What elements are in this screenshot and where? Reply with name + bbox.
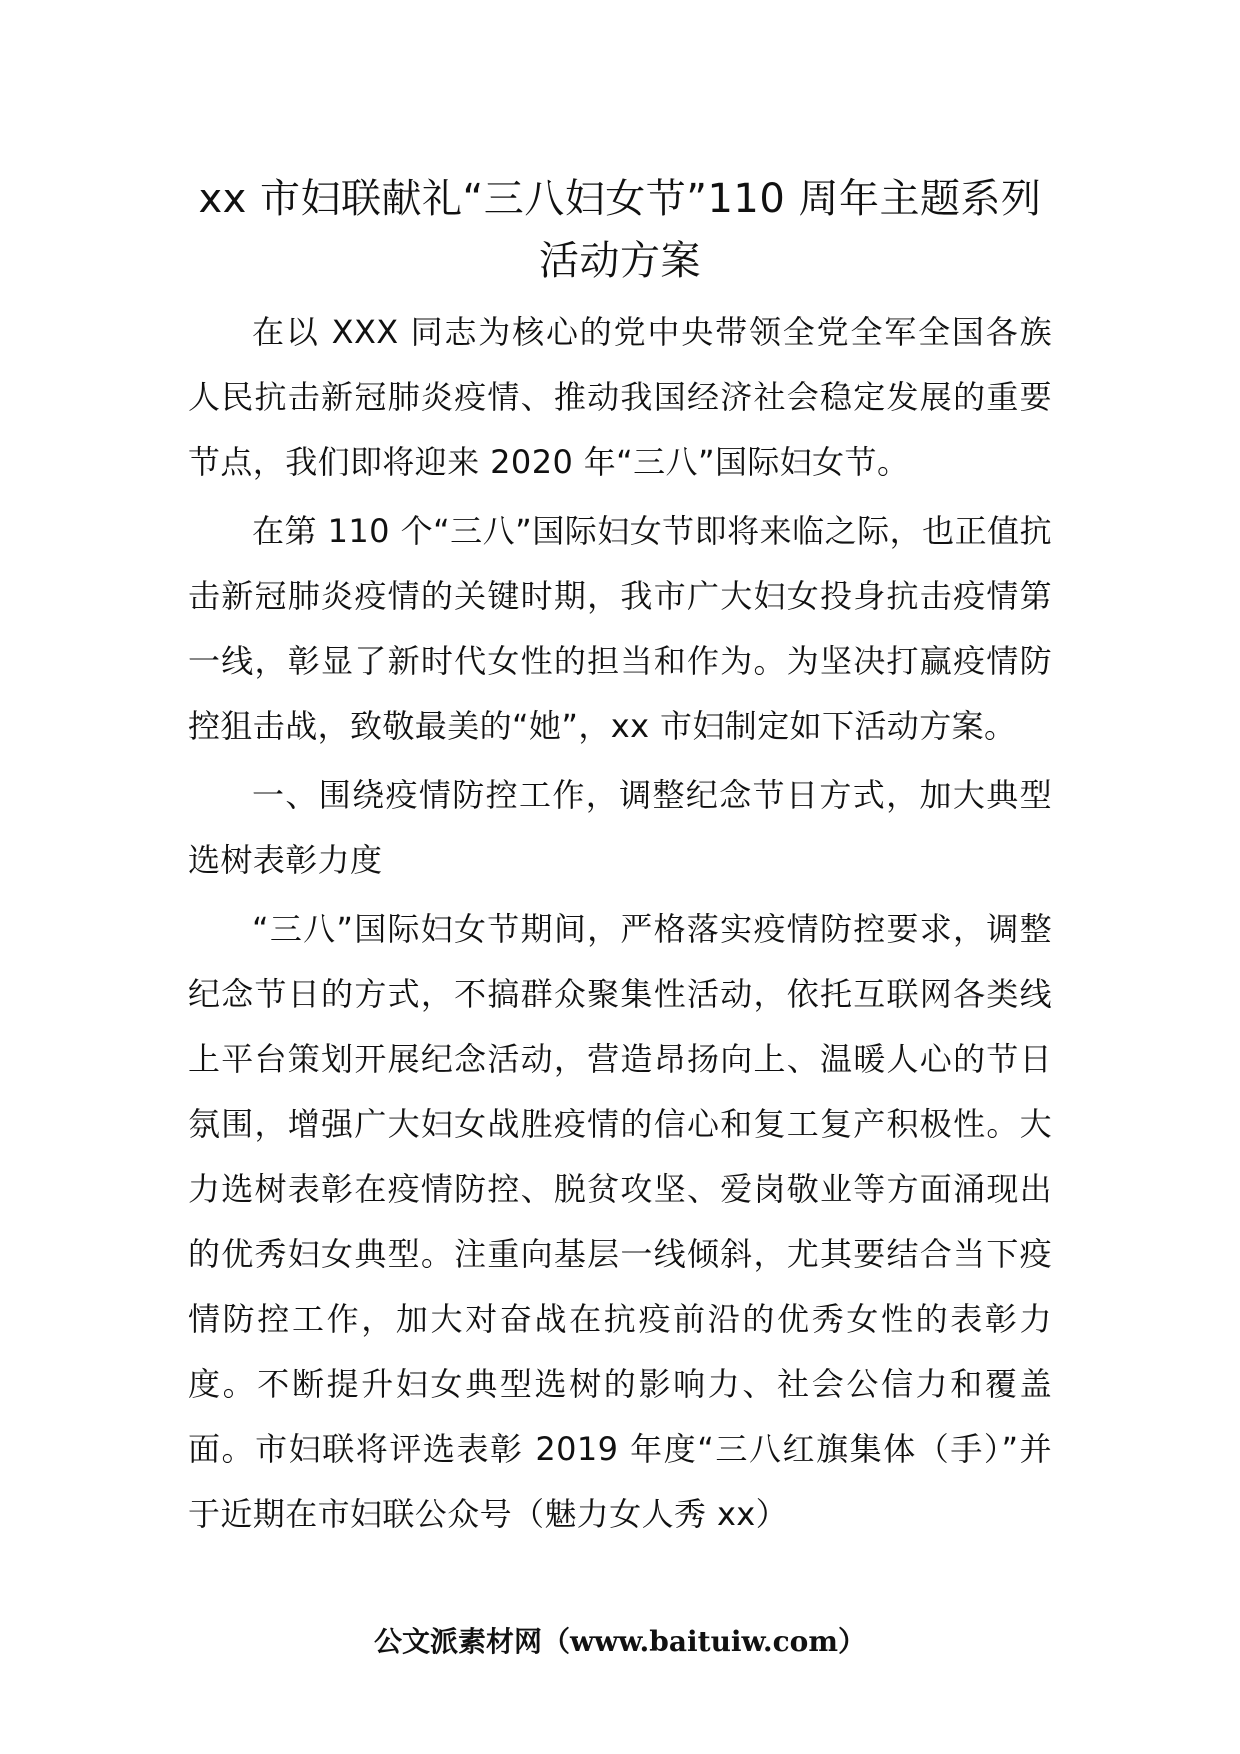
section-heading-1: 一、围绕疫情防控工作，调整纪念节日方式，加大典型选树表彰力度	[188, 776, 1052, 879]
paragraph-section-1: “三八”国际妇女节期间，严格落实疫情防控要求，调整纪念节日的方式，不搞群众聚集性活动，依托互联网各类线上平台策划开展纪念活动，营造昂扬向上、温暖人心的节日氛围，增强广大妇女战胜疫情的信心和复工复产积极性。大力选树表彰在疫情防控、脱贫攻坚、爱岗敬业等方面涌现出的优秀妇女典型。注重向基层一线倾斜，尤其要结合当下疫情防控工作，加大对奋战在抗疫前沿的优秀女性的表彰力度。不断提升妇女典型选树的影响力、社会公信力和覆盖面。市妇联将评选表彰 2019 年度“三八红旗集体（手）”并于近期在市妇联公众号（魅力女人秀 xx）	[188, 910, 1052, 1533]
document-title: xx 市妇联献礼“三八妇女节”110 周年主题系列活动方案	[198, 176, 1042, 284]
paragraph-intro: 在以 XXX 同志为核心的党中央带领全党全军全国各族人民抗击新冠肺炎疫情、推动我国经济社会稳定发展的重要节点，我们即将迎来 2020 年“三八”国际妇女节。	[188, 313, 1052, 481]
paragraph-context: 在第 110 个“三八”国际妇女节即将来临之际，也正值抗击新冠肺炎疫情的关键时期，我市广大妇女投身抗击疫情第一线，彰显了新时代女性的担当和作为。为坚决打赢疫情防控狙击战，致敬最美的“她”，xx 市妇制定如下活动方案。	[188, 512, 1052, 745]
footer-watermark: 公文派素材网（www.baituiw.com）	[374, 1625, 866, 1658]
document-body	[188, 300, 1052, 1551]
